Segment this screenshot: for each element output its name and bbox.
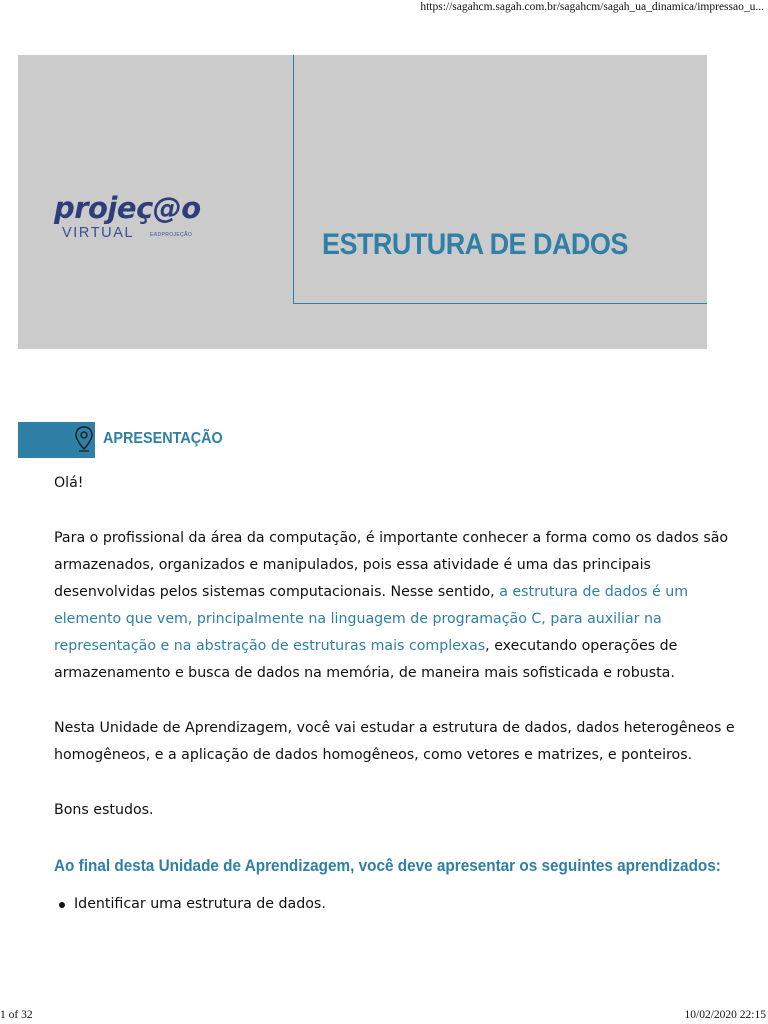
bullet-icon — [59, 902, 65, 908]
page-indicator: 1 of 32 — [0, 1009, 33, 1021]
greeting-text: Olá! — [54, 475, 84, 491]
print-datetime: 10/02/2020 22:15 — [684, 1009, 766, 1021]
print-header-url: https://sagahcm.sagah.com.br/sagahcm/sagah_ua_dinamica/impressao_u... — [420, 1, 764, 13]
objectives-heading: Ao final desta Unidade de Aprendizagem, você deve apresentar os seguintes aprendizados: — [54, 856, 721, 875]
paragraph-highlight: a estrutura de dados é um elemento que vem, principalmente na linguagem de programação C, para auxiliar na representação e na abstração de estruturas mais complexas — [54, 584, 689, 654]
presentation-content — [54, 470, 744, 918]
logo-subtitle: VIRTUAL — [62, 225, 135, 241]
projecao-virtual-logo — [54, 191, 210, 245]
objective-text: Identificar uma estrutura de dados. — [74, 896, 326, 912]
paragraph-intro — [54, 525, 744, 687]
list-item — [54, 891, 744, 918]
objectives-list — [54, 891, 744, 918]
logo-wordmark: projeç@o — [54, 191, 201, 225]
paragraph-intro-end: , executando operações de armazenamento e busca de dados na memória, de maneira mais sofisticada e robusta. — [54, 638, 678, 681]
paragraph-intro-start: Para o profissional da área da computação, é importante conhecer a forma como os dados são armazenados, organizados e manipulados, pois essa atividade é uma das principais desenvolvidas pelos sistemas computacionais. Nesse sentido, — [54, 530, 729, 600]
section-marker — [18, 422, 95, 458]
location-pin-icon — [73, 425, 95, 453]
logo-tagline: EADPROJEÇÃO — [150, 232, 193, 238]
section-title: APRESENTAÇÃO — [103, 430, 223, 447]
paragraph-closing: Bons estudos. — [54, 802, 154, 818]
course-title: ESTRUTURA DE DADOS — [322, 228, 628, 261]
banner-underline — [293, 303, 707, 304]
header-banner — [18, 55, 707, 349]
banner-divider — [293, 55, 294, 304]
paragraph-unit: Nesta Unidade de Aprendizagem, você vai estudar a estrutura de dados, dados heterogêneos e homogêneos, e a aplicação de dados homogêneos, como vetores e matrizes, e ponteiros. — [54, 720, 735, 763]
